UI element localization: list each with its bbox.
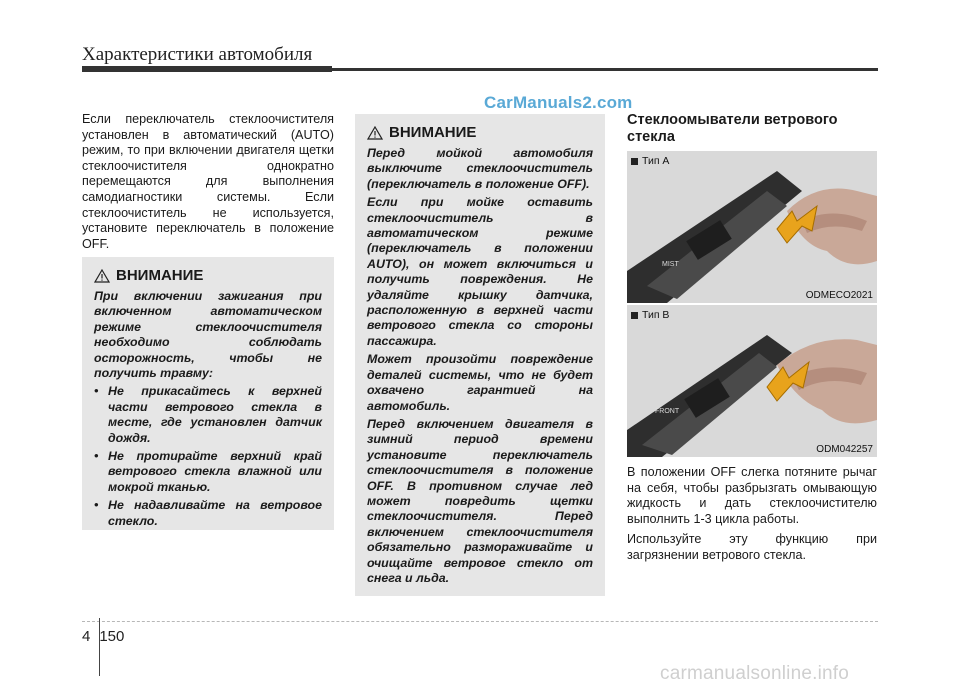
figure-type-a — [627, 151, 877, 303]
svg-text:FRONT: FRONT — [655, 408, 680, 415]
washer-description — [627, 465, 877, 569]
footer-watermark: carmanualsonline.info — [660, 663, 850, 684]
warning-box-1 — [82, 257, 334, 530]
section-title: Стеклоомыватели ветрового стекла — [627, 112, 838, 145]
warning-intro: При включении зажигания при включенном автоматическом режиме стеклоочистителя необходимо соблюдать осторожность, чтобы не получить травму: — [94, 289, 322, 381]
warning-triangle-icon — [94, 269, 110, 283]
page-header-title: Характеристики автомобиля — [82, 44, 313, 65]
warning-triangle-icon — [367, 126, 383, 140]
figure-label-b: Тип B — [631, 309, 669, 321]
footer-separator — [99, 618, 100, 676]
figure-type-b — [627, 305, 877, 457]
figure-label-a: Тип A — [631, 155, 669, 167]
warning-bullet: • Не протирайте верхний край ветрового стекла влажной или мокрой тканью. — [94, 449, 322, 494]
body-paragraph: Используйте эту функцию при загрязнении ветрового стекла. — [627, 532, 877, 562]
warning-header — [94, 267, 322, 284]
page-number-value: 150 — [99, 628, 125, 645]
svg-text:MIST: MIST — [662, 261, 679, 268]
warning-header — [367, 124, 593, 141]
warning-paragraph: Если при мойке оставить стеклоочиститель в автоматическом режиме (переключатель в положении AUTO), он может включиться и получить повреждения. Не удаляйте крышку датчика, расположенную в верхней части ветрового стекла со стороны пассажира. — [367, 195, 593, 348]
warning-title: ВНИМАНИЕ — [116, 267, 204, 284]
footer-dashed-rule — [82, 621, 878, 622]
warning-title: ВНИМАНИЕ — [389, 124, 477, 141]
warning-paragraph: Может произойти повреждение деталей системы, что не будет охвачено гарантией на автомобиль. — [367, 352, 593, 413]
warning-box-2 — [355, 114, 605, 596]
intro-paragraph: Если переключатель стеклоочистителя установлен в автоматический (AUTO) режим, то при включении двигателя щетки стеклоочистителя однократно перемещаются для выполнения самодиагностики системы. Если стеклоочиститель не используется, установите переключатель в положение OFF. — [82, 112, 334, 251]
page-number — [82, 628, 124, 645]
warning-bullet: • Не надавливайте на ветровое стекло. — [94, 498, 322, 528]
body-paragraph: В положении OFF слегка потяните рычаг на себя, чтобы разбрызгать омывающую жидкость и дать стеклоочистителю выполнить 1-3 цикла работы. — [627, 465, 877, 526]
warning-paragraph: Перед включением двигателя в зимний период времени установите переключатель стеклоочистителя в положение OFF. В противном случае лед может повредить щетки стеклоочистителя. Перед включением стеклоочистителя обязательно размораживайте и очищайте ветровое стекло от снега и льда. — [367, 416, 593, 585]
section-number: 4 — [82, 628, 91, 645]
wiper-lever-illustration-b — [627, 305, 877, 457]
watermark-link[interactable]: CarManuals2.com — [484, 93, 633, 112]
wiper-lever-illustration-a — [627, 151, 877, 303]
figure-code-a: ODMECO2021 — [805, 290, 873, 301]
warning-bullet: • Не прикасайтесь к верхней части ветрового стекла в месте, где установлен датчик дождя. — [94, 384, 322, 445]
figure-code-b: ODM042257 — [816, 444, 873, 455]
warning-paragraph: Перед мойкой автомобиля выключите стеклоочиститель (переключатель в положение OFF). — [367, 146, 593, 191]
header-rule-accent — [82, 66, 332, 72]
